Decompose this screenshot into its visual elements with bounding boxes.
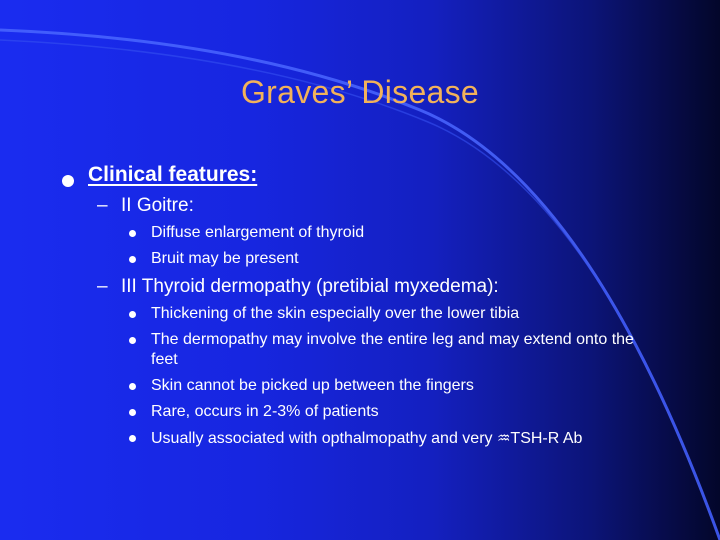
item-bullet-icon [129,311,136,318]
list-item: Diffuse enlargement of thyroid [151,224,365,241]
item-bullet-icon [129,435,136,442]
list-item: Bruit may be present [151,250,299,267]
list-item-text: Usually associated with opthalmopathy and very [151,430,497,447]
subheading-goitre: II Goitre: [121,195,194,216]
increase-symbol-icon: ♒ [496,429,511,447]
dash-bullet-icon: – [97,195,108,216]
list-item: Thickening of the skin especially over the lower tibia [151,305,520,322]
list-item-text-end: TSH-R Ab [510,430,583,447]
item-bullet-icon [129,230,136,237]
list-item: Skin cannot be picked up between the fingers [151,377,474,394]
list-item: The dermopathy may involve the entire leg and may extend onto the feet [151,331,634,368]
item-bullet-icon [129,383,136,390]
item-bullet-icon [129,256,136,263]
list-item: Rare, occurs in 2-3% of patients [151,403,379,420]
section-heading: Clinical features: [88,163,258,186]
item-bullet-icon [129,337,136,344]
list-item [151,428,582,449]
dash-bullet-icon: – [97,276,108,297]
slide-title: Graves’ Disease [240,74,480,110]
heading-bullet-icon [62,175,74,187]
item-bullet-icon [129,409,136,416]
subheading-dermopathy: III Thyroid dermopathy (pretibial myxedema): [121,276,499,297]
